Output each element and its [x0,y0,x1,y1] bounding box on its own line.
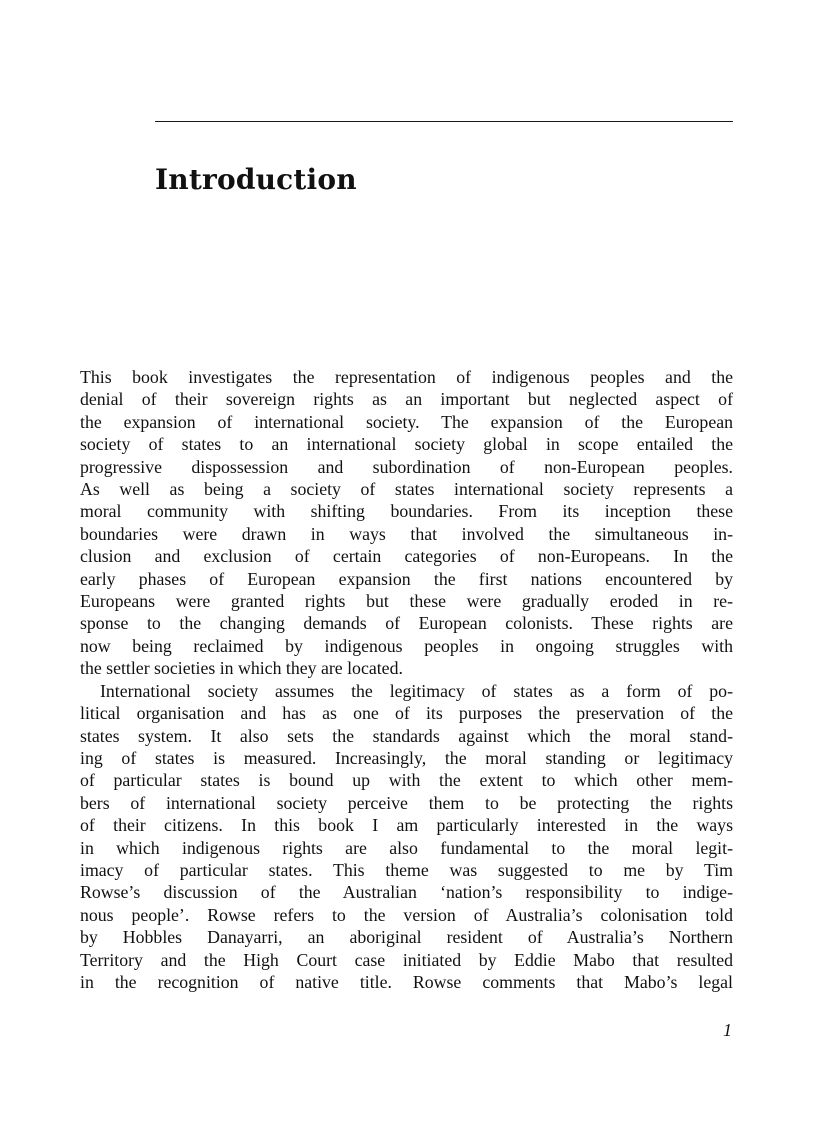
text-line: litical organisation and has as one of its purposes the preservation of the [80,703,733,724]
text-line: nous people’. Rowse refers to the version of Australia’s colonisation told [80,904,733,925]
paragraph-2 [80,680,733,994]
text-line: in the recognition of native title. Rowse comments that Mabo’s legal [80,971,733,992]
text-line: International society assumes the legitimacy of states as a form of po- [100,680,733,701]
text-line: of their citizens. In this book I am particularly interested in the ways [80,815,733,836]
text-line: the expansion of international society. The expansion of the European [80,411,733,432]
text-line: states system. It also sets the standards against which the moral stand- [80,725,733,746]
text-line: Europeans were granted rights but these were gradually eroded in re- [80,591,733,612]
paragraph-1 [80,366,733,680]
text-line: early phases of European expansion the first nations encountered by [80,568,733,589]
body-text [80,366,733,993]
text-line: the settler societies in which they are located. [80,658,403,679]
text-line: of particular states is bound up with the extent to which other mem- [80,770,733,791]
text-line: This book investigates the representation of indigenous peoples and the [80,367,733,387]
chapter-rule [155,121,733,122]
text-line: moral community with shifting boundaries. From its inception these [80,501,733,522]
text-line: progressive dispossession and subordination of non-European peoples. [80,456,733,477]
text-line: denial of their sovereign rights as an important but neglected aspect of [80,389,733,410]
text-line: ing of states is measured. Increasingly, the moral standing or legitimacy [80,747,733,768]
page-number: 1 [723,1020,732,1040]
text-line: now being reclaimed by indigenous peoples in ongoing struggles with [80,635,733,656]
text-line: As well as being a society of states international society represents a [80,479,733,500]
text-line: Territory and the High Court case initiated by Eddie Mabo that resulted [80,949,733,970]
text-line: imacy of particular states. This theme was suggested to me by Tim [80,859,733,880]
text-line: by Hobbles Danayarri, an aboriginal resident of Australia’s Northern [80,927,733,948]
text-line: in which indigenous rights are also fundamental to the moral legit- [80,837,733,858]
text-line: clusion and exclusion of certain categories of non-Europeans. In the [80,546,733,567]
text-line: sponse to the changing demands of European colonists. These rights are [80,613,733,634]
chapter-title: Introduction [155,163,357,196]
text-line: boundaries were drawn in ways that involved the simultaneous in- [80,523,733,544]
text-line: society of states to an international society global in scope entailed the [80,434,733,455]
text-line: bers of international society perceive them to be protecting the rights [80,792,733,813]
text-line: Rowse’s discussion of the Australian ‘nation’s responsibility to indige- [80,882,733,903]
